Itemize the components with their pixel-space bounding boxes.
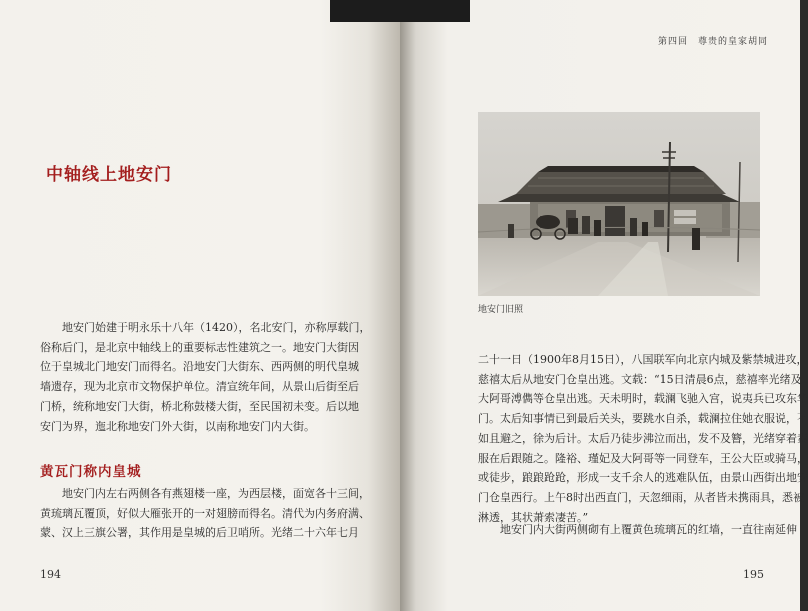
text-line: 地安门内左右两侧各有燕翅楼一座，为西层楼，面宽各十三间， [62, 487, 370, 500]
right-page [400, 0, 808, 611]
page-number-left: 194 [40, 568, 61, 581]
text-line: 位于皇城北门地安门而得名。沿地安门大街东、西两侧的明代皇城 [40, 360, 359, 374]
left-paragraph-1 [40, 318, 371, 436]
book-spine-shadow [330, 0, 470, 22]
left-page [0, 0, 400, 611]
text-line: 或徒步，踉踉跄跄，形成一支千余人的逃难队伍，由景山西街出地安 [478, 471, 808, 485]
text-line: 门仓皇西行。上午8时出西直门，天忽细雨，从者皆未携雨具，悉被 [478, 490, 804, 504]
running-head: 第四回 尊贵的皇家胡同 [657, 37, 768, 47]
text-line: 俗称后门，是北京中轴线上的重要标志性建筑之一。地安门大街因 [40, 340, 359, 354]
photo-caption: 地安门旧照 [478, 305, 524, 315]
text-line: 地安门始建于明永乐十八年（1420），名北安门，亦称厚载门， [62, 321, 371, 334]
text-line: 如且避之，徐为后计。太后乃徒步沸泣而出，发不及簪，光绪穿着素 [478, 431, 808, 445]
text-line: 安门为界，迤北称地安门外大街，以南称地安门内大街。 [40, 419, 315, 433]
right-paragraph-1 [478, 350, 808, 527]
right-paragraph-2 [478, 520, 797, 540]
text-line: 地安门内大街两侧砌有上覆黄色琉璃瓦的红墙，一直往南延伸 [500, 523, 797, 536]
text-line: 墙遗存，现为北京市文物保护单位。清宣统年间，从景山后街至后 [40, 380, 359, 394]
text-line: 门。太后知事情已到最后关头，要跳水自杀，载澜拉住她衣服说，不 [478, 412, 808, 426]
text-line: 淋透，其状萧索凄苦。” [478, 510, 589, 524]
left-paragraph-2 [40, 484, 370, 543]
text-line: 慈禧太后从地安门仓皇出逃。文载：“15日清晨6点，慈禧率光绪及 [478, 372, 802, 386]
text-line: 二十一日（1900年8月15日），八国联军向北京内城及紫禁城进攻， [478, 353, 808, 366]
chapter-title: 中轴线上地安门 [46, 165, 172, 185]
section-heading: 黄瓦门称内皇城 [40, 464, 142, 480]
text-line: 服在后跟随之。隆裕、瑾妃及大阿哥等一同登车，王公大臣或骑马， [478, 451, 808, 465]
page-number-right: 195 [743, 568, 764, 581]
text-line: 大阿哥溥儁等仓皇出逃。天未明时，载澜飞驰入宫，说夷兵已攻东华 [478, 392, 808, 406]
text-line: 门桥，统称地安门大街，桥北称鼓楼大街，至民国初未变。后以地 [40, 399, 359, 413]
historical-photo [478, 112, 760, 296]
text-line: 蒙、汉上三旗公署，其作用是皇城的后卫哨所。光绪二十六年七月 [40, 526, 359, 540]
text-line: 黄琉璃瓦覆顶，好似大雁张开的一对翅膀而得名。清代为内务府满、 [40, 506, 370, 520]
